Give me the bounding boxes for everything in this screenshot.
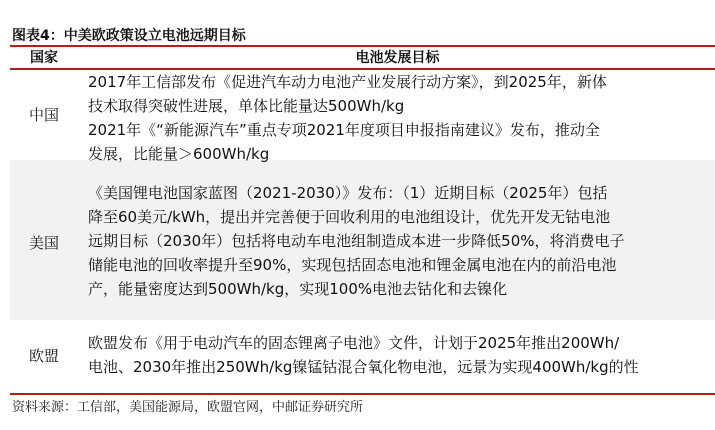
column-header-goal: 电池发展目标 — [355, 50, 440, 66]
goal-cell-usa — [88, 181, 715, 301]
source-note: 资料来源：工信部，美国能源局，欧盟官网，中邮证券研究所 — [12, 400, 364, 415]
goal-line: 2021年《“新能源汽车”重点专项2021年度项目申报指南建议》发布，推动全 — [88, 121, 600, 139]
goal-cell-china — [88, 70, 715, 166]
figure-title: 图表4：中美欧政策设立电池远期目标 — [12, 28, 246, 44]
top-rule — [10, 45, 715, 47]
goal-line: 技术取得突破性进展，单体比能量达500Wh/kg — [88, 97, 405, 115]
goal-line: 远期目标（2030年）包括将电动车电池组制造成本进一步降低50%，将消费电子 — [88, 232, 625, 250]
goal-line: 《美国锂电池国家蓝图（2021-2030）》发布：（1）近期目标（2025年）包括 — [88, 184, 608, 202]
column-header-country: 国家 — [30, 50, 58, 66]
bottom-rule — [10, 393, 715, 395]
goal-line: 发展，比能量＞600Wh/kg — [88, 145, 270, 163]
goal-line: 欧盟发布《用于电动汽车的固态锂离子电池》文件，计划于2025年推出200Wh/ — [88, 334, 620, 352]
goal-line: 2017年工信部发布《促进汽车动力电池产业发展行动方案》，到2025年，新体 — [88, 73, 607, 91]
country-cell-eu: 欧盟 — [28, 347, 59, 365]
goal-cell-eu — [88, 331, 715, 379]
goal-line: 电池、2030年推出250Wh/kg镍锰钴混合氧化物电池，远景为实现400Wh/kg的性 — [88, 358, 639, 376]
country-cell-china: 中国 — [28, 106, 59, 124]
goal-line: 产，能量密度达到500Wh/kg，实现100%电池去钴化和去镍化 — [88, 280, 508, 298]
country-cell-usa: 美国 — [28, 234, 59, 252]
goal-line: 降至60美元/kWh，提出并完善便于回收利用的电池组设计，优先开发无钴电池 — [88, 208, 611, 226]
goal-line: 储能电池的回收率提升至90%，实现包括固态电池和锂金属电池在内的前沿电池 — [88, 256, 617, 274]
